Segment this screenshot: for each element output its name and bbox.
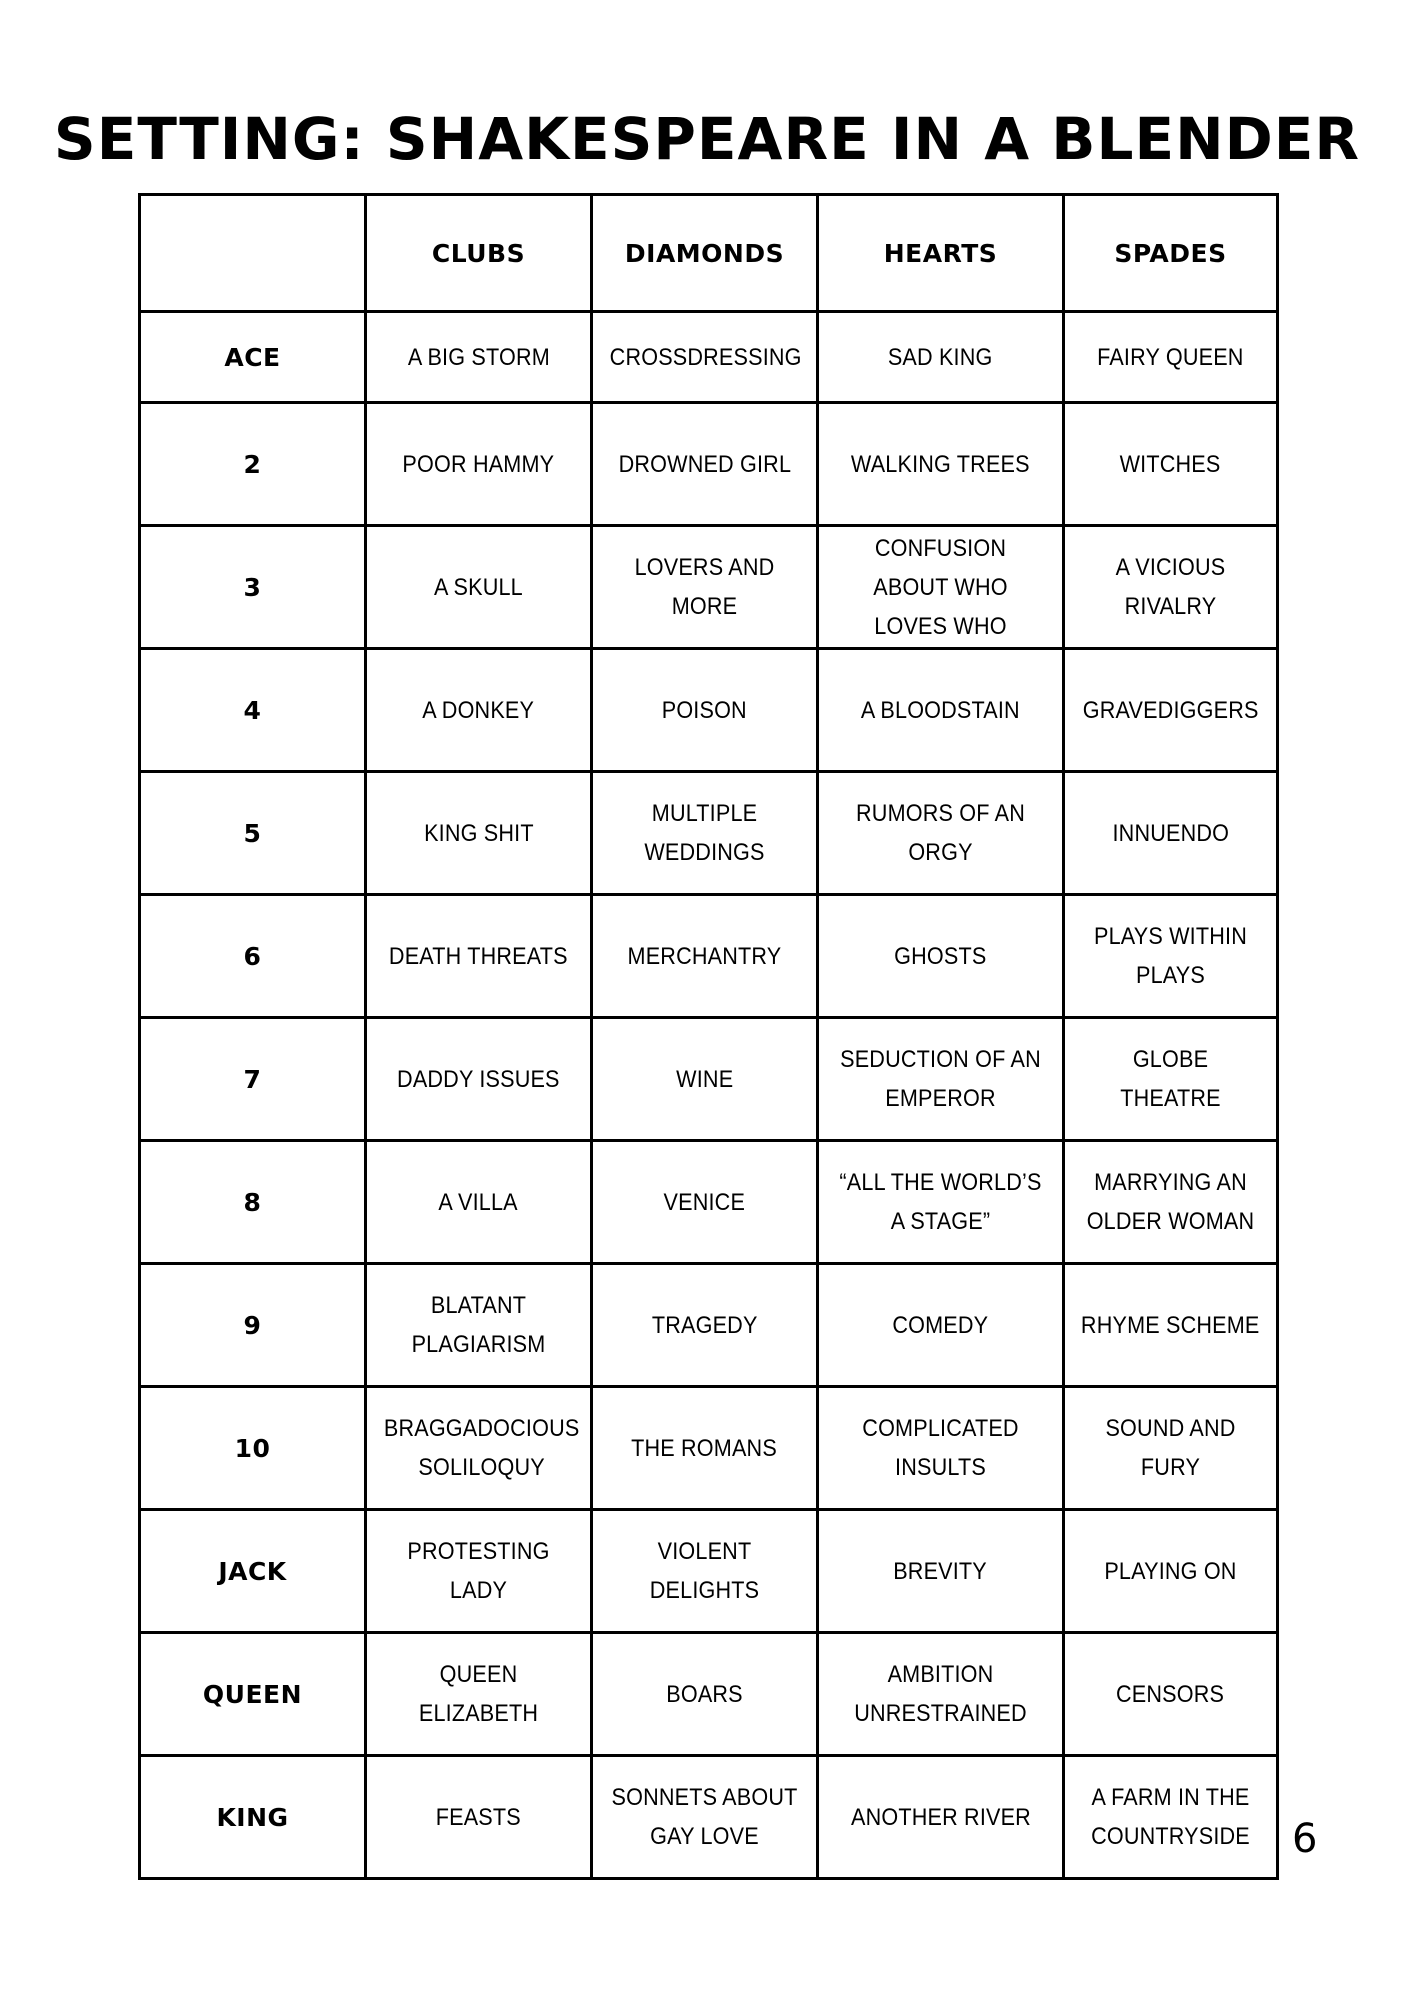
cell-text: COMPLICATED INSULTS	[862, 1415, 1019, 1481]
table-cell-hearts	[818, 1264, 1064, 1387]
cell-text: DROWNED GIRL	[618, 450, 791, 478]
cell-text: “ALL THE WORLD’S A STAGE”	[839, 1169, 1042, 1235]
table-cell-clubs	[366, 1264, 592, 1387]
table-cell-hearts	[818, 403, 1064, 526]
setting-table	[138, 193, 1279, 1880]
cell-text: DADDY ISSUES	[397, 1065, 560, 1093]
table-cell-spades	[1064, 312, 1278, 403]
cell-text: MARRYING AN OLDER WOMAN	[1086, 1169, 1255, 1235]
table-cell-hearts	[818, 1510, 1064, 1633]
cell-text: A BIG STORM	[407, 343, 550, 371]
corner-cell	[140, 195, 366, 312]
cell-text: SOUND AND FURY	[1105, 1415, 1236, 1481]
table-cell-spades	[1064, 1510, 1278, 1633]
cell-text: A VILLA	[438, 1188, 519, 1216]
table-cell-clubs	[366, 1756, 592, 1879]
cell-text: MERCHANTRY	[627, 942, 782, 970]
table-row	[140, 895, 1278, 1018]
table-cell-diamonds	[592, 403, 818, 526]
table-row	[140, 649, 1278, 772]
table-cell-hearts	[818, 1141, 1064, 1264]
cell-text: RUMORS OF AN ORGY	[856, 800, 1025, 866]
page-title: SETTING: SHAKESPEARE IN A BLENDER	[53, 105, 1361, 173]
table-cell-clubs	[366, 1141, 592, 1264]
cell-text: KING SHIT	[423, 819, 534, 847]
table-cell-spades	[1064, 649, 1278, 772]
table-cell-hearts	[818, 649, 1064, 772]
table-cell-spades	[1064, 1633, 1278, 1756]
cell-text: PLAYING ON	[1104, 1557, 1237, 1585]
row-header-rank: KING	[140, 1756, 366, 1879]
table-cell-hearts	[818, 1018, 1064, 1141]
table-cell-clubs	[366, 1633, 592, 1756]
table-cell-spades	[1064, 895, 1278, 1018]
cell-text: BLATANT PLAGIARISM	[411, 1292, 546, 1358]
table-row	[140, 1264, 1278, 1387]
column-header-spades: SPADES	[1064, 195, 1278, 312]
column-header-clubs: CLUBS	[366, 195, 592, 312]
row-header-rank: 2	[140, 403, 366, 526]
table-cell-spades	[1064, 1756, 1278, 1879]
row-header-rank: 3	[140, 526, 366, 649]
cell-text: PROTESTING LADY	[407, 1538, 550, 1604]
row-header-rank: QUEEN	[140, 1633, 366, 1756]
row-header-rank: 10	[140, 1387, 366, 1510]
cell-text: TRAGEDY	[651, 1311, 758, 1339]
row-header-rank: JACK	[140, 1510, 366, 1633]
table-cell-diamonds	[592, 772, 818, 895]
table-cell-diamonds	[592, 1141, 818, 1264]
cell-text: INNUENDO	[1112, 819, 1229, 847]
row-header-rank: 6	[140, 895, 366, 1018]
table-cell-spades	[1064, 526, 1278, 649]
table-cell-diamonds	[592, 649, 818, 772]
page-number: 6	[1292, 1816, 1318, 1862]
table-cell-clubs	[366, 895, 592, 1018]
table-cell-diamonds	[592, 1633, 818, 1756]
table-cell-diamonds	[592, 526, 818, 649]
cell-text: BOARS	[666, 1680, 743, 1708]
cell-text: BRAGGADOCIOUS SOLILOQUY	[383, 1415, 580, 1481]
row-header-rank: 8	[140, 1141, 366, 1264]
table-row	[140, 403, 1278, 526]
cell-text: DEATH THREATS	[389, 942, 568, 970]
cell-text: GLOBE THEATRE	[1120, 1046, 1221, 1112]
table-row	[140, 1633, 1278, 1756]
table-cell-spades	[1064, 772, 1278, 895]
table-cell-spades	[1064, 1018, 1278, 1141]
cell-text: CENSORS	[1116, 1680, 1225, 1708]
row-header-rank: 5	[140, 772, 366, 895]
table-cell-clubs	[366, 772, 592, 895]
table-row	[140, 772, 1278, 895]
cell-text: WALKING TREES	[851, 450, 1030, 478]
table-row	[140, 1756, 1278, 1879]
cell-text: GRAVEDIGGERS	[1082, 696, 1259, 724]
row-header-rank: ACE	[140, 312, 366, 403]
table-cell-hearts	[818, 312, 1064, 403]
cell-text: ANOTHER RIVER	[850, 1803, 1031, 1831]
table-cell-spades	[1064, 1141, 1278, 1264]
table-row	[140, 1018, 1278, 1141]
table-cell-spades	[1064, 1264, 1278, 1387]
cell-text: FAIRY QUEEN	[1097, 343, 1244, 371]
table-cell-clubs	[366, 1387, 592, 1510]
table-cell-diamonds	[592, 895, 818, 1018]
cell-text: QUEEN ELIZABETH	[418, 1661, 539, 1727]
table-row	[140, 312, 1278, 403]
table-cell-hearts	[818, 1756, 1064, 1879]
cell-text: A DONKEY	[422, 696, 535, 724]
cell-text: A BLOODSTAIN	[860, 696, 1020, 724]
cell-text: SAD KING	[888, 343, 993, 371]
cell-text: A VICIOUS RIVALRY	[1115, 554, 1226, 620]
cell-text: POOR HAMMY	[402, 450, 555, 478]
table-cell-clubs	[366, 526, 592, 649]
column-header-hearts: HEARTS	[818, 195, 1064, 312]
cell-text: COMEDY	[892, 1311, 989, 1339]
table-cell-hearts	[818, 1387, 1064, 1510]
cell-text: LOVERS AND MORE	[634, 554, 775, 620]
cell-text: POISON	[661, 696, 748, 724]
table-cell-diamonds	[592, 1387, 818, 1510]
cell-text: BREVITY	[893, 1557, 988, 1585]
table-cell-clubs	[366, 312, 592, 403]
cell-text: MULTIPLE WEDDINGS	[644, 800, 765, 866]
table-cell-diamonds	[592, 1264, 818, 1387]
cell-text: A FARM IN THE COUNTRYSIDE	[1091, 1784, 1250, 1850]
table-row	[140, 526, 1278, 649]
table-cell-diamonds	[592, 1018, 818, 1141]
table-cell-spades	[1064, 1387, 1278, 1510]
cell-text: AMBITION UNRESTRAINED	[854, 1661, 1027, 1727]
cell-text: A SKULL	[434, 573, 523, 601]
cell-text: VENICE	[663, 1188, 746, 1216]
cell-text: CONFUSION ABOUT WHO LOVES WHO	[873, 534, 1008, 640]
row-header-rank: 7	[140, 1018, 366, 1141]
row-header-rank: 4	[140, 649, 366, 772]
table-cell-clubs	[366, 1018, 592, 1141]
table-row	[140, 1387, 1278, 1510]
cell-text: CROSSDRESSING	[609, 343, 802, 371]
table-row	[140, 1510, 1278, 1633]
cell-text: FEASTS	[435, 1803, 522, 1831]
row-header-rank: 9	[140, 1264, 366, 1387]
table-cell-clubs	[366, 403, 592, 526]
table-header-row	[140, 195, 1278, 312]
table-cell-diamonds	[592, 312, 818, 403]
cell-text: SEDUCTION OF AN EMPEROR	[840, 1046, 1041, 1112]
cell-text: VIOLENT DELIGHTS	[649, 1538, 760, 1604]
table-cell-spades	[1064, 403, 1278, 526]
cell-text: PLAYS WITHIN PLAYS	[1094, 923, 1247, 989]
table-row	[140, 1141, 1278, 1264]
cell-text: GHOSTS	[894, 942, 987, 970]
table-cell-diamonds	[592, 1756, 818, 1879]
table-cell-diamonds	[592, 1510, 818, 1633]
cell-text: WINE	[675, 1065, 734, 1093]
table-cell-hearts	[818, 895, 1064, 1018]
cell-text: WITCHES	[1120, 450, 1221, 478]
cell-text: SONNETS ABOUT GAY LOVE	[611, 1784, 798, 1850]
cell-text: THE ROMANS	[631, 1434, 778, 1462]
table-cell-hearts	[818, 772, 1064, 895]
table-cell-hearts	[818, 1633, 1064, 1756]
column-header-diamonds: DIAMONDS	[592, 195, 818, 312]
table-cell-clubs	[366, 1510, 592, 1633]
table-cell-hearts	[818, 526, 1064, 649]
table-cell-clubs	[366, 649, 592, 772]
cell-text: RHYME SCHEME	[1081, 1311, 1260, 1339]
